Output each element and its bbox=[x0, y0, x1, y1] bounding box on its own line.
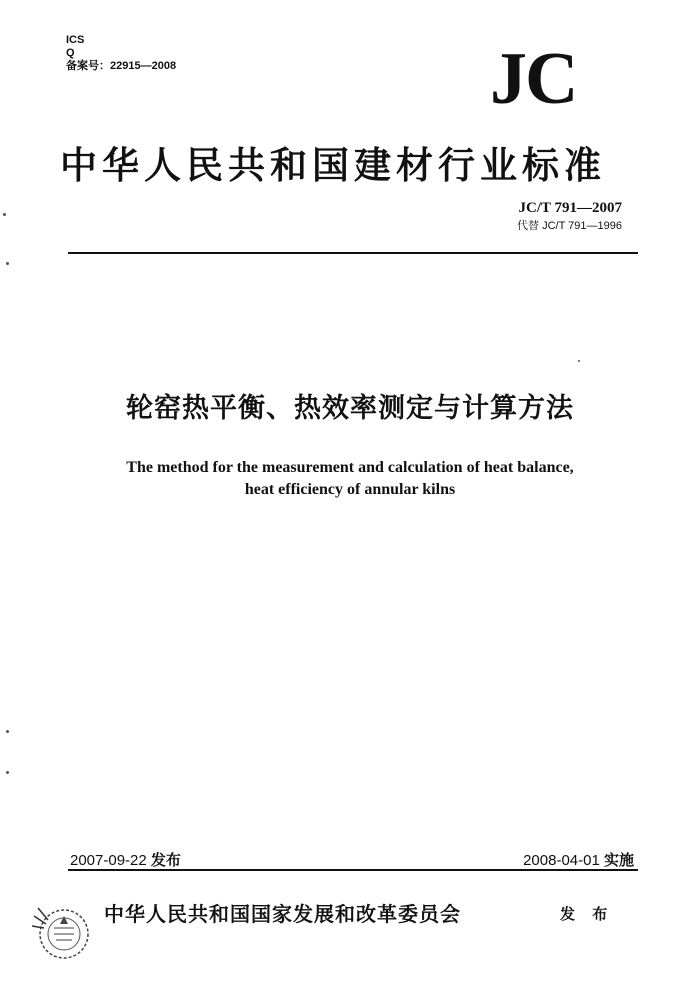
library-stamp-icon bbox=[28, 898, 98, 964]
issue-date-block bbox=[70, 849, 181, 870]
document-title-en-line1: The method for the measurement and calculation of heat balance, bbox=[126, 459, 574, 476]
replaces-standard: 代替 JC/T 791—1996 bbox=[517, 220, 622, 232]
issuer-action-label: 发 布 bbox=[560, 905, 614, 923]
scan-speck bbox=[578, 360, 580, 362]
scan-speck bbox=[6, 771, 9, 774]
scan-speck bbox=[3, 213, 6, 216]
effective-date-block bbox=[523, 849, 634, 870]
effective-label: 实施 bbox=[603, 851, 634, 869]
issue-date: 2007-09-22 bbox=[70, 852, 147, 869]
effective-date: 2008-04-01 bbox=[523, 852, 600, 869]
header-divider bbox=[68, 252, 638, 254]
jc-logo: JC bbox=[490, 38, 577, 120]
category-code: Q bbox=[66, 47, 75, 59]
document-title-en-line2: heat efficiency of annular kilns bbox=[244, 481, 456, 498]
scan-speck bbox=[6, 262, 9, 265]
industry-standard-title: 中华人民共和国建材行业标准 bbox=[60, 143, 606, 187]
footer-divider bbox=[68, 869, 638, 871]
filing-number: 备案号：22915—2008 bbox=[66, 60, 177, 72]
issuing-authority: 中华人民共和国国家发展和改革委员会 bbox=[104, 902, 461, 926]
issue-label: 发布 bbox=[150, 851, 181, 869]
ics-label: ICS bbox=[66, 34, 85, 46]
scan-speck bbox=[6, 730, 9, 733]
document-title-cn: 轮窑热平衡、热效率测定与计算方法 bbox=[126, 393, 574, 424]
standard-number: JC/T 791—2007 bbox=[518, 200, 622, 216]
